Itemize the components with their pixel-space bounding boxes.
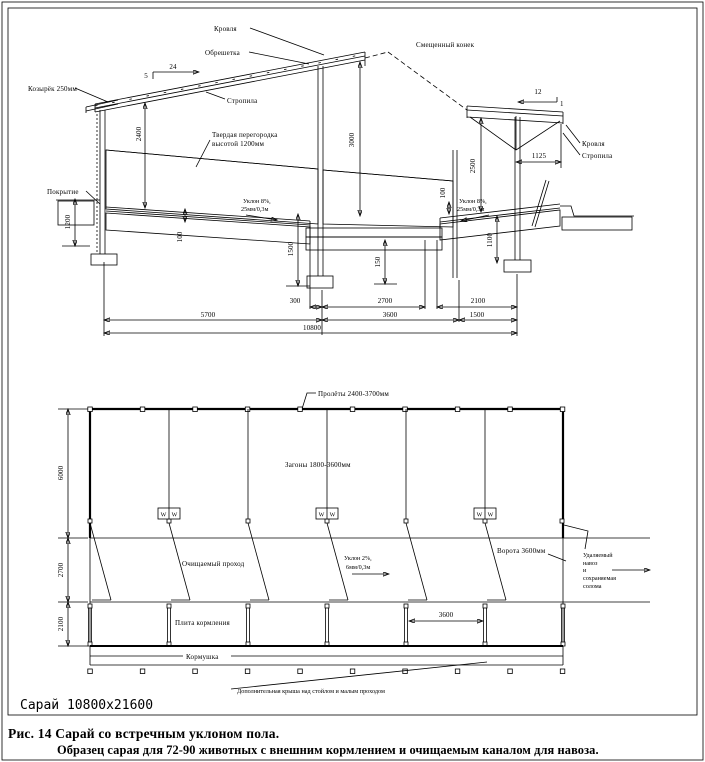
roof-right-label: Кровля bbox=[582, 140, 605, 148]
ridge-label: Смещенный конек bbox=[416, 41, 475, 49]
caption bbox=[8, 726, 599, 757]
manure-note-3: и bbox=[583, 567, 587, 574]
bedding-area-right bbox=[323, 170, 453, 227]
slope-note-right-2: 25мм/0,3м bbox=[457, 206, 485, 213]
waterer-w: W bbox=[476, 512, 483, 519]
ground-hatch-right bbox=[440, 210, 560, 240]
plan-dim-6000: 6000 bbox=[57, 465, 65, 481]
lathing-label: Обрешетка bbox=[205, 49, 240, 57]
sheet-frame bbox=[8, 8, 697, 715]
slope-note-left-2: 25мм/0,3м bbox=[241, 206, 269, 213]
extra-roof-label: Дополнительная крыша над стойлом и малым проходом bbox=[237, 688, 385, 695]
spans-label: Пролёты 2400-3700мм bbox=[318, 390, 390, 398]
dim-3000: 3000 bbox=[348, 132, 356, 148]
phantom-ridge-line bbox=[388, 52, 467, 110]
dim-3600: 3600 bbox=[382, 311, 398, 319]
pitch-left-rise: 5 bbox=[144, 72, 148, 80]
sheet-label: Сарай 10800x21600 bbox=[20, 698, 154, 713]
dim-300: 300 bbox=[289, 297, 301, 305]
pitch-right-rise: 1 bbox=[560, 100, 564, 108]
manure-note-2: навоз bbox=[583, 560, 598, 567]
dim-150: 150 bbox=[374, 256, 382, 268]
manure-note-5: солома bbox=[583, 583, 602, 590]
plan-dim-2100: 2100 bbox=[57, 616, 65, 632]
dim-100-right: 100 bbox=[439, 187, 447, 199]
footing-right bbox=[504, 260, 531, 272]
slab-label: Плита кормления bbox=[175, 619, 230, 627]
rafters-label: Стропила bbox=[227, 97, 258, 105]
rafters-right-label: Стропила bbox=[582, 152, 613, 160]
footing-center bbox=[307, 276, 333, 288]
plan-dim-2700: 2700 bbox=[57, 562, 65, 578]
dim-2100: 2100 bbox=[470, 297, 486, 305]
dim-10800: 10800 bbox=[303, 324, 321, 332]
waterer-w: W bbox=[318, 512, 325, 519]
partition-label-1: Твердая перегородка bbox=[212, 131, 278, 139]
caption-line-1: Рис. 14 Сарай со встречным уклоном пола. bbox=[8, 726, 280, 741]
roof-label: Кровля bbox=[214, 25, 237, 33]
cross-section-drawing bbox=[28, 25, 634, 336]
canopy-label: Козырёк 250мм bbox=[28, 85, 78, 93]
slope-note-left-1: Уклон 8%, bbox=[243, 198, 271, 205]
waterer-w: W bbox=[171, 512, 178, 519]
dim-2700: 2700 bbox=[377, 297, 393, 305]
waterer-w: W bbox=[487, 512, 494, 519]
gate-label: Ворота 3600мм bbox=[497, 547, 546, 555]
passage-label: Очищаемый проход bbox=[182, 560, 245, 568]
partition-label-2: высотой 1200мм bbox=[212, 140, 265, 148]
pens-label: Загоны 1800-3600мм bbox=[285, 461, 351, 469]
ground-hatch-ext-right bbox=[562, 217, 632, 230]
waterer-w: W bbox=[329, 512, 336, 519]
waterer-w: W bbox=[160, 512, 167, 519]
pitch-left-run: 24 bbox=[169, 63, 177, 71]
caption-line-2: Образец сарая для 72-90 животных с внешним кормлением и очищаемым каналом для навоза. bbox=[57, 743, 599, 757]
covering-label: Покрытие bbox=[47, 188, 79, 196]
dim-100-left: 100 bbox=[176, 231, 184, 243]
feeder-label: Кормушка bbox=[186, 653, 219, 661]
plan-dim-3600: 3600 bbox=[438, 611, 454, 619]
plan-drawing bbox=[57, 390, 650, 695]
dim-1500v: 1500 bbox=[287, 241, 295, 257]
pitch-right-run: 12 bbox=[534, 88, 542, 96]
manure-note-4: сохраняемая bbox=[583, 575, 616, 582]
slope-note-right-1: Уклон 8%, bbox=[459, 198, 487, 205]
dim-2400: 2400 bbox=[135, 126, 143, 142]
dim-5700: 5700 bbox=[200, 311, 216, 319]
dim-1500: 1500 bbox=[469, 311, 485, 319]
dim-1200: 1200 bbox=[64, 214, 72, 230]
plan-slope-2: 6мм/0,3м bbox=[346, 564, 371, 571]
dim-2500: 2500 bbox=[469, 158, 477, 174]
slab-posts bbox=[88, 604, 565, 646]
manure-note-1: Удаляемый bbox=[583, 552, 613, 559]
plan-slope-1: Уклон 2%, bbox=[344, 555, 372, 562]
manure-channel bbox=[306, 228, 442, 237]
dim-1100: 1100 bbox=[486, 232, 494, 248]
dim-1125: 1125 bbox=[531, 152, 547, 160]
